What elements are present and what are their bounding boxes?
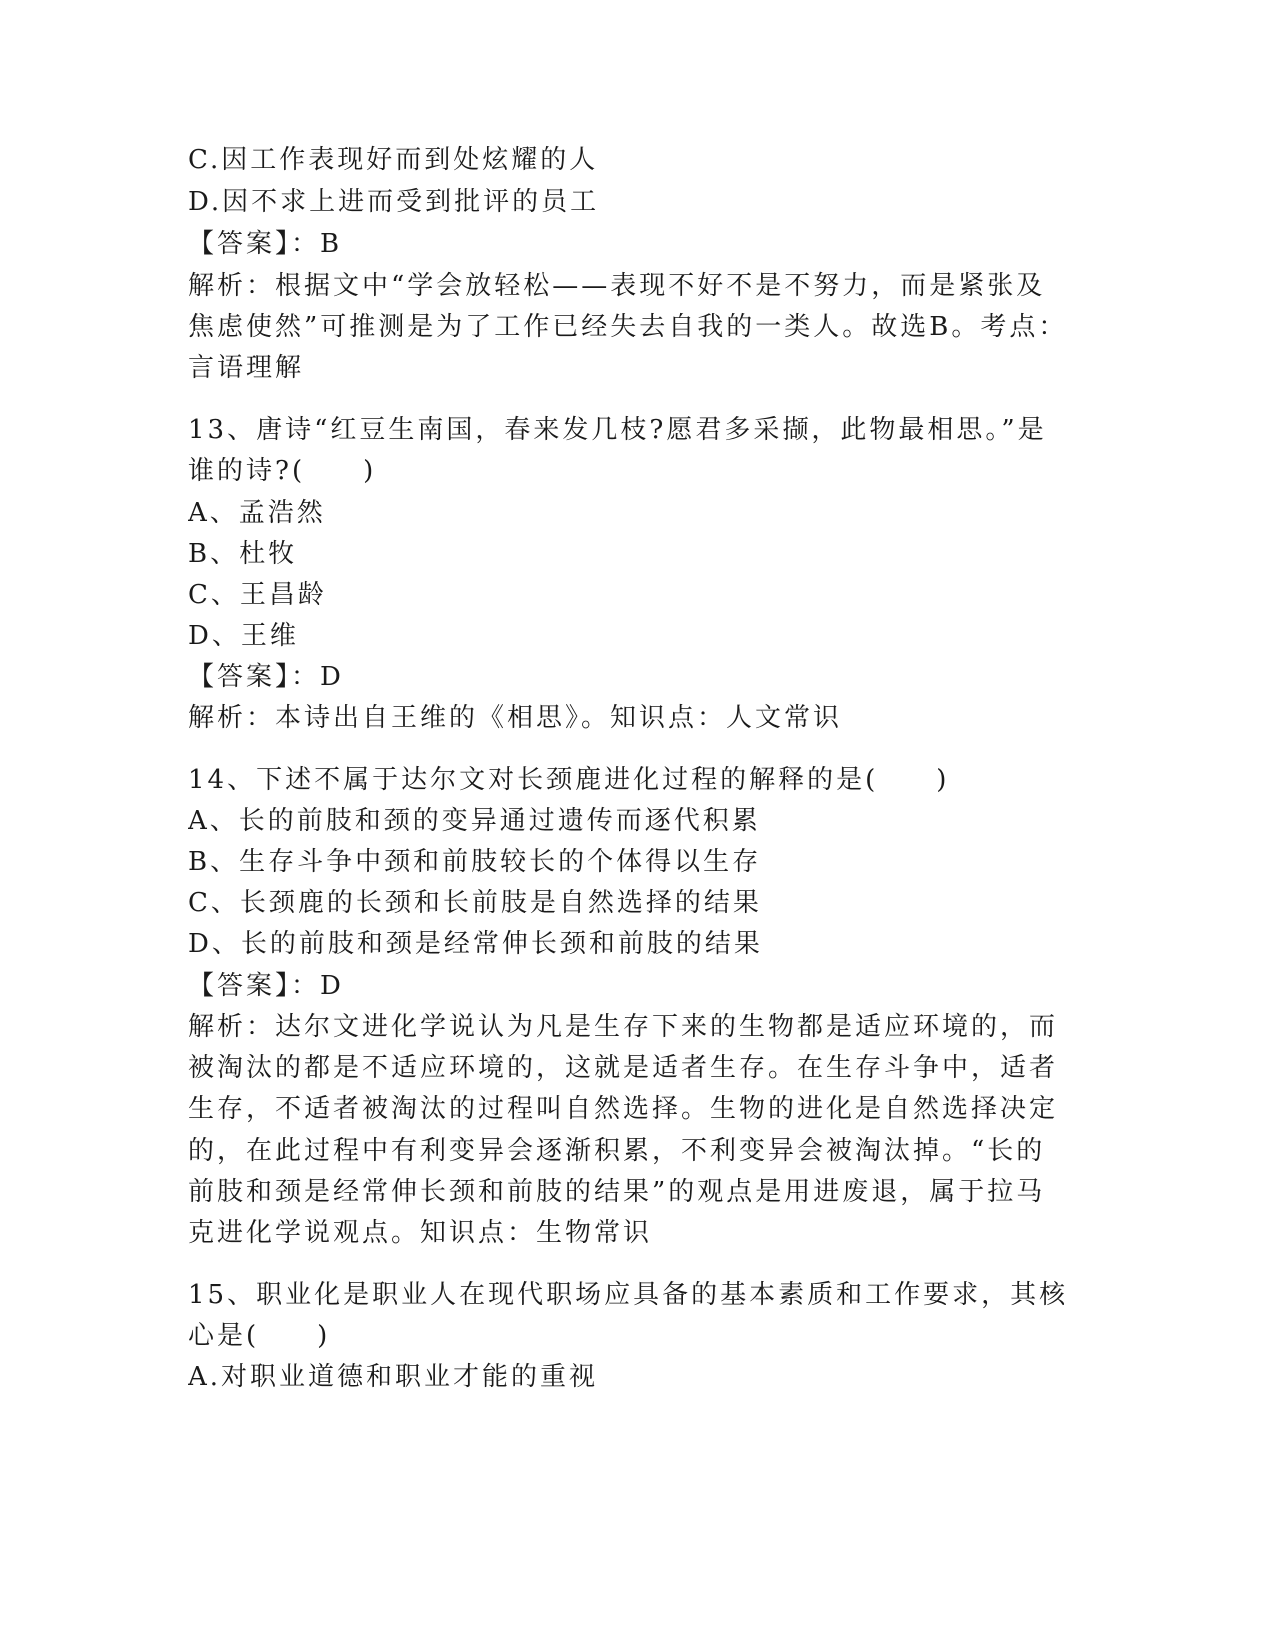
analysis-q14-line-3: 生存，不适者被淘汰的过程叫自然选择。生物的进化是自然选择决定 [188, 1094, 1059, 1124]
option-a-q14: A、长的前肢和颈的变异通过遗传而逐代积累 [188, 806, 761, 836]
answer-q13: 【答案】：D [188, 662, 344, 692]
option-b-q13: B、杜牧 [188, 539, 298, 569]
analysis-q12-line-1: 解析：根据文中“学会放轻松——表现不好不是不努力，而是紧张及 [188, 271, 1046, 301]
analysis-q14-line-5: 前肢和颈是经常伸长颈和前肢的结果”的观点是用进废退，属于拉马 [188, 1177, 1046, 1207]
analysis-q12-line-3: 言语理解 [188, 353, 305, 383]
analysis-q14-line-2: 被淘汰的都是不适应环境的，这就是适者生存。在生存斗争中，适者 [188, 1053, 1059, 1083]
question-15-line-1: 15、职业化是职业人在现代职场应具备的基本素质和工作要求，其核 [188, 1280, 1069, 1310]
question-14: 14、下述不属于达尔文对长颈鹿进化过程的解释的是( ) [188, 765, 950, 795]
analysis-q14-line-6: 克进化学说观点。知识点：生物常识 [188, 1218, 653, 1248]
option-a-q13: A、孟浩然 [188, 498, 326, 528]
option-d-q14: D、长的前肢和颈是经常伸长颈和前肢的结果 [188, 929, 763, 959]
question-13-line-1: 13、唐诗“红豆生南国，春来发几枝?愿君多采撷，此物最相思。”是 [188, 415, 1047, 445]
question-15-line-2: 心是( ) [188, 1321, 331, 1351]
option-d-q12: D.因不求上进而受到批评的员工 [188, 187, 600, 217]
answer-q14: 【答案】：D [188, 971, 344, 1001]
option-c-q14: C、长颈鹿的长颈和长前肢是自然选择的结果 [188, 888, 762, 918]
answer-q12: 【答案】：B [188, 229, 343, 259]
option-a-q15: A.对职业道德和职业才能的重视 [188, 1362, 599, 1392]
option-b-q14: B、生存斗争中颈和前肢较长的个体得以生存 [188, 847, 762, 877]
option-c-q12: C.因工作表现好而到处炫耀的人 [188, 145, 599, 175]
option-c-q13: C、王昌龄 [188, 580, 327, 610]
analysis-q12-line-2: 焦虑使然”可推测是为了工作已经失去自我的一类人。故选B。考点： [188, 312, 1068, 342]
question-13-line-2: 谁的诗?( ) [188, 456, 377, 486]
analysis-q14-line-1: 解析：达尔文进化学说认为凡是生存下来的生物都是适应环境的，而 [188, 1012, 1059, 1042]
option-d-q13: D、王维 [188, 621, 299, 651]
analysis-q13: 解析：本诗出自王维的《相思》。知识点：人文常识 [188, 703, 843, 733]
analysis-q14-line-4: 的，在此过程中有利变异会逐渐积累，不利变异会被淘汰掉。“长的 [188, 1136, 1046, 1166]
